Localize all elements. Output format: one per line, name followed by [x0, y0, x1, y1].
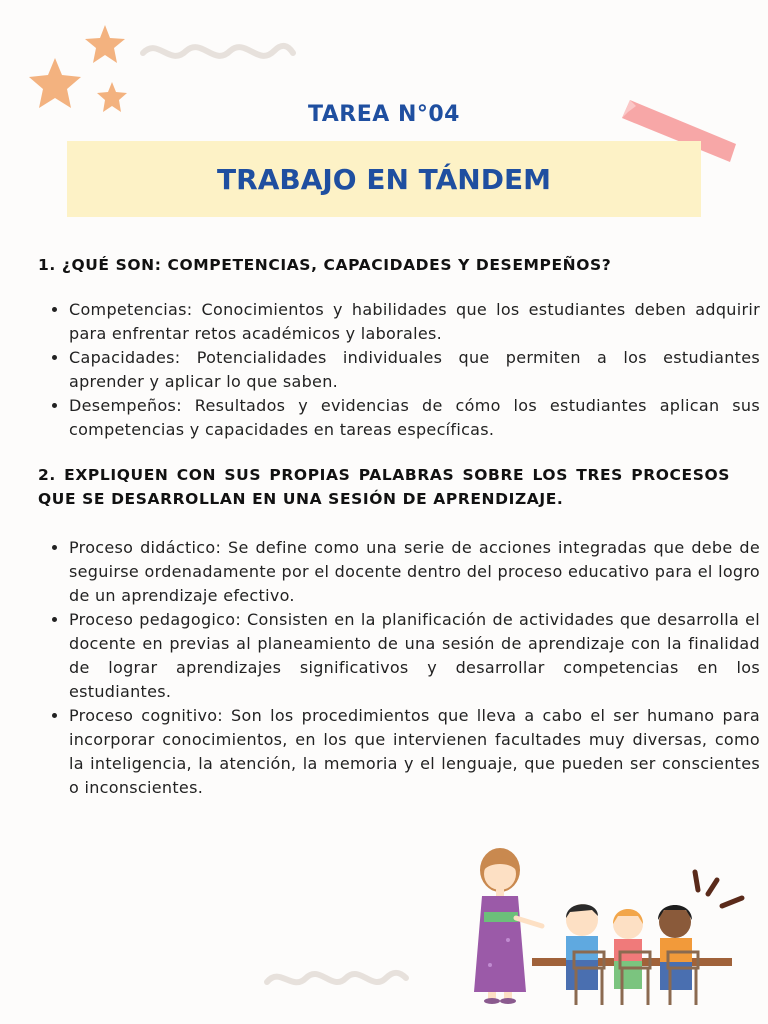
- squiggle-decoration: [262, 958, 412, 998]
- list-item: • Competencias: Conocimientos y habilidades que los estudiantes deben adquirir para enfrentar retos académicos y laborales.: [69, 298, 760, 346]
- list-item: • Capacidades: Potencialidades individuales que permiten a los estudiantes aprender y aplicar lo que saben.: [69, 346, 760, 394]
- list-item: • Desempeños: Resultados y evidencias de cómo los estudiantes aplican sus competencias y capacidades en tareas específicas.: [69, 394, 760, 442]
- student-figure: [658, 905, 692, 990]
- answer-list-1: [38, 298, 760, 442]
- list-item: • Proceso didáctico: Se define como una serie de acciones integradas que debe de seguirse ordenadamente por el docente dentro del proceso educativo para el logro de un aprendizaje efectivo.: [69, 536, 760, 608]
- star-icon: [29, 58, 81, 108]
- student-figure: [566, 904, 598, 990]
- page-title: TRABAJO EN TÁNDEM: [217, 162, 551, 196]
- list-item: • Proceso pedagogico: Consisten en la planificación de actividades que desarrolla el docente en previas al planeamiento de una sesión de aprendizaje con la finalidad de lograr aprendizajes significativos y desarrollar competencias en los estudiantes.: [69, 608, 760, 704]
- list-item: • Proceso cognitivo: Son los procedimientos que lleva a cabo el ser humano para incorporar conocimientos, en los que intervienen facultades muy diversas, como la inteligencia, la atención, la memoria y el lenguaje, que pueden ser conscientes o inconscientes.: [69, 704, 760, 800]
- classroom-illustration: [470, 840, 755, 1010]
- star-icon: [85, 25, 125, 63]
- answer-list-2: [38, 536, 760, 800]
- question-1: 1. ¿QUÉ SON: COMPETENCIAS, CAPACIDADES Y DESEMPEÑOS?: [38, 256, 612, 274]
- title-band: [67, 141, 701, 217]
- student-figure: [613, 909, 643, 989]
- squiggle-decoration: [138, 35, 298, 75]
- teacher-figure: [474, 848, 542, 1004]
- question-2: 2. EXPLIQUEN CON SUS PROPIAS PALABRAS SOBRE LOS TRES PROCESOS QUE SE DESARROLLAN EN UNA SESIÓN DE APRENDIZAJE.: [38, 466, 730, 508]
- exclamation-marks-icon: [695, 872, 742, 906]
- task-number: TAREA N°04: [307, 102, 460, 127]
